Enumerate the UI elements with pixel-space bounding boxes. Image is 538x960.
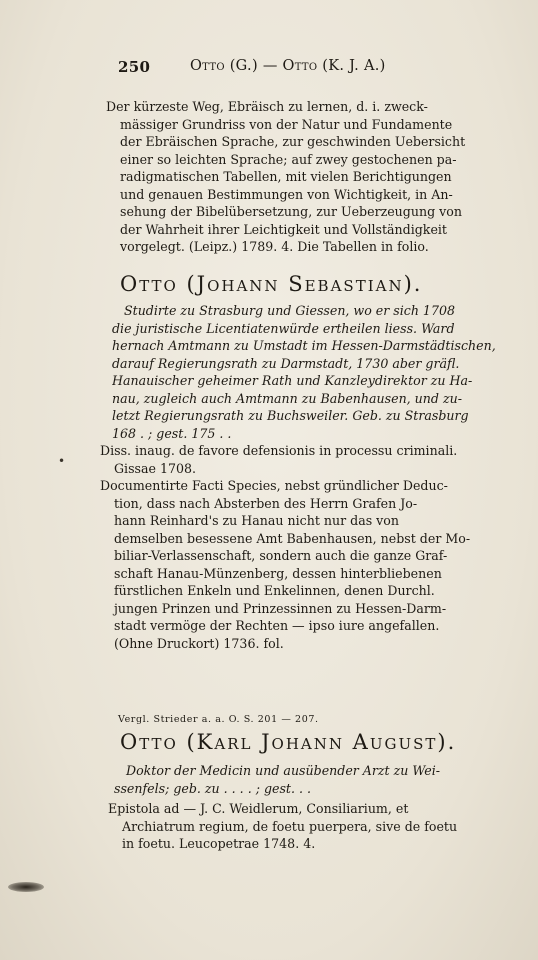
text-line: fürstlichen Enkeln und Enkelinnen, denen Durchl. [114,583,435,598]
text-line: stadt vermöge der Rechten — ipso iure angefallen. [114,618,440,633]
text-line: Documentirte Facti Species, nebst gründlicher Deduc- [100,478,448,493]
text-line: hann Reinhard's zu Hanau nicht nur das von [114,513,399,528]
text-line: Der kürzeste Weg, Ebräisch zu lernen, d. i. zweck- [106,99,428,114]
text-line: und genauen Bestimmungen von Wichtigkeit, in An- [120,186,453,202]
ink-smudge [8,882,44,892]
text-line: Studirte zu Strasburg und Giessen, wo er sich 1708 [124,303,455,318]
margin-dot-mark: • [58,454,66,468]
text-line: Archiatrum regium, de foetu puerpera, sive de foetu [122,818,458,834]
text-line: der Wahrheit ihrer Leichtigkeit und Vollständigkeit [120,221,447,237]
entry-continuation [106,98,510,256]
text-line: einer so leichten Sprache; auf zwey gestochenen pa- [120,151,457,167]
text-line: darauf Regierungsrath zu Darmstadt, 1730 aber gräfl. [112,355,460,371]
text-line: jungen Prinzen und Prinzessinnen zu Hessen-Darm- [114,600,447,616]
works-karl-johann-august [108,800,512,853]
page-number: 250 [118,58,151,76]
biography-johann-sebastian [112,302,516,442]
text-line: Doktor der Medicin und ausübender Arzt zu Wei- [126,763,441,778]
text-line: hernach Amtmann zu Umstadt im Hessen-Darmstädtischen, [112,338,496,353]
text-line: demselben besessene Amt Babenhausen, nebst der Mo- [114,530,471,546]
text-line: ssenfels; geb. zu . . . . ; gest. . . [114,780,311,796]
running-head: Otto (G.) — Otto (K. J. A.) [190,58,386,74]
text-line: mässiger Grundriss von der Natur und Fundamente [120,116,453,132]
entry-heading-johann-sebastian: Otto (Johann Sebastian). [120,272,423,296]
works-johann-sebastian [100,442,504,652]
page-header [118,58,518,78]
text-line: 168 . ; gest. 175 . . [112,425,232,441]
text-line: (Ohne Druckort) 1736. fol. [114,635,284,651]
text-line: nau, zugleich auch Amtmann zu Babenhausen, und zu- [112,390,462,406]
text-line: Hanauischer geheimer Rath und Kanzleydirektor zu Ha- [112,373,473,388]
reference-note: Vergl. Strieder a. a. O. S. 201 — 207. [118,714,319,725]
text-line: der Ebräischen Sprache, zur geschwinden Uebersicht [120,134,466,149]
text-line: schaft Hanau-Münzenberg, dessen hinterbliebenen [114,565,442,581]
text-line: radigmatischen Tabellen, mit vielen Berichtigungen [120,169,452,184]
biography-karl-johann-august [114,762,518,797]
text-line: die juristische Licentiatenwürde ertheilen liess. Ward [112,320,455,336]
text-line: Epistola ad — J. C. Weidlerum, Consiliarium, et [108,801,409,816]
text-line: vorgelegt. (Leipz.) 1789. 4. Die Tabellen in folio. [120,239,429,254]
text-line: biliar-Verlassenschaft, sondern auch die ganze Graf- [114,548,448,563]
text-line: Gissae 1708. [114,460,197,476]
text-line: Diss. inaug. de favore defensionis in processu criminali. [100,443,458,458]
text-line: sehung der Bibelübersetzung, zur Ueberzeugung von [120,204,462,219]
text-line: letzt Regierungsrath zu Buchsweiler. Geb. zu Strasburg [112,408,469,423]
text-line: in foetu. Leucopetrae 1748. 4. [122,836,316,851]
entry-heading-karl-johann-august: Otto (Karl Johann August). [120,730,457,754]
text-line: tion, dass nach Absterben des Herrn Grafen Jo- [114,495,418,511]
